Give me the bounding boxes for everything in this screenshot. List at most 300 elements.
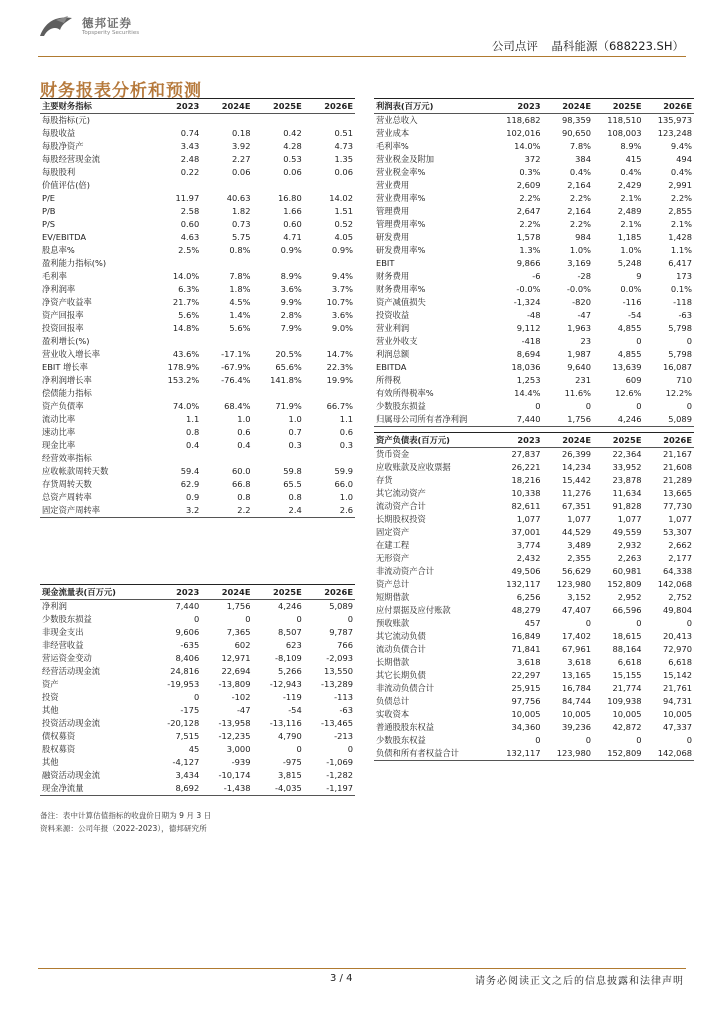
cell-value: 40.63 <box>226 193 251 203</box>
cell-value: 4.5% <box>229 297 251 307</box>
row-label: 长期股权投资 <box>376 514 426 524</box>
table-row <box>374 448 694 462</box>
cell-value: 0 <box>585 735 591 745</box>
column-header: 2026E <box>644 99 695 114</box>
cell-value: 141.8% <box>270 375 302 385</box>
cell-value: 53,307 <box>662 527 692 537</box>
table-row <box>40 348 355 361</box>
table-row <box>374 578 694 591</box>
cell-value: 2,662 <box>668 540 692 550</box>
row-label: 资产回报率 <box>42 310 84 320</box>
cell-value: 10,005 <box>612 709 642 719</box>
cell-value: -13,116 <box>269 718 302 728</box>
note-source: 资料来源：公司年报（2022-2023），德邦研究所 <box>40 824 207 833</box>
table-row <box>374 682 694 695</box>
cell-value: -67.9% <box>221 362 251 372</box>
row-label: 在建工程 <box>376 540 410 550</box>
cell-value: 16.80 <box>277 193 302 203</box>
cell-value: 0.9% <box>331 245 353 255</box>
cell-value: 64,338 <box>662 566 692 576</box>
cell-value: -17.1% <box>221 349 251 359</box>
row-label: 管理费用 <box>376 206 410 216</box>
table-row <box>40 244 355 257</box>
table-row <box>40 270 355 283</box>
cell-value: 0.51 <box>334 128 353 138</box>
row-label: 营业税金及附加 <box>376 154 435 164</box>
cell-value: 0 <box>686 336 692 346</box>
row-label: 每股净资产 <box>42 141 84 151</box>
page-number: 3 / 4 <box>330 973 353 984</box>
row-label: 营业费用 <box>376 180 410 190</box>
table-row <box>374 361 694 374</box>
row-label: 营业外收支 <box>376 336 418 346</box>
cell-value: 4,790 <box>277 731 302 741</box>
row-label: 其它流动负债 <box>376 631 426 641</box>
cell-value <box>150 114 201 128</box>
cell-value: -1,324 <box>513 297 541 307</box>
table-row <box>40 361 355 374</box>
row-label: 净资产收益率 <box>42 297 92 307</box>
table-row <box>374 309 694 322</box>
row-label: 经营活动现金流 <box>42 666 101 676</box>
table-row <box>374 374 694 387</box>
cell-value: 4,246 <box>277 601 302 611</box>
row-label: 盈利能力指标(%) <box>42 258 107 268</box>
cell-value <box>201 387 252 400</box>
cell-value: 2,855 <box>668 206 692 216</box>
table-row <box>374 539 694 552</box>
row-label: 资产负债率 <box>42 401 84 411</box>
cell-value: 17,402 <box>561 631 591 641</box>
cell-value: 37,001 <box>511 527 541 537</box>
cell-value: 5,798 <box>668 349 692 359</box>
cell-value: 609 <box>625 375 642 385</box>
row-label: 投资回报率 <box>42 323 84 333</box>
row-label: 普通股股东权益 <box>376 722 435 732</box>
cell-value: 3,169 <box>567 258 591 268</box>
cell-value: -4,035 <box>253 782 304 796</box>
table-row <box>40 782 355 796</box>
cell-value: 123,980 <box>543 747 594 761</box>
table-row <box>40 192 355 205</box>
cell-value: 0.52 <box>334 219 353 229</box>
cell-value: 2.27 <box>232 154 251 164</box>
cell-value: 1.66 <box>283 206 302 216</box>
cell-value: 10,005 <box>662 709 692 719</box>
cell-value: 13,165 <box>561 670 591 680</box>
table-row <box>40 769 355 782</box>
row-label: 应付票据及应付账款 <box>376 605 451 615</box>
cell-value: 1,077 <box>567 514 591 524</box>
cell-value: -102 <box>231 692 251 702</box>
note-close-date: 备注：表中计算估值指标的收盘价日期为 9 月 3 日 <box>40 811 212 820</box>
cell-value: 97,756 <box>511 696 541 706</box>
row-label: 研发费用率% <box>376 245 426 255</box>
cell-value: 4.28 <box>283 141 302 151</box>
cell-value: 21,608 <box>662 462 692 472</box>
column-header: 2026E <box>304 99 355 114</box>
cell-value: 24,816 <box>170 666 200 676</box>
cell-value: 0.60 <box>283 219 302 229</box>
cell-value: 3,618 <box>516 657 541 667</box>
cell-value: 21,774 <box>612 683 642 693</box>
cell-value: 2,952 <box>617 592 642 602</box>
table-row <box>40 678 355 691</box>
table-row <box>40 665 355 678</box>
table-title: 主要财务指标 <box>40 99 150 114</box>
row-label: 现金净流量 <box>40 782 150 796</box>
cell-value: 66.7% <box>326 401 353 411</box>
cell-value: 1,756 <box>543 413 594 427</box>
cell-value: -1,282 <box>326 770 353 780</box>
cell-value: 0.8% <box>229 245 251 255</box>
cell-value: 18,216 <box>511 475 541 485</box>
cell-value: 84,744 <box>561 696 591 706</box>
column-header: 2023 <box>492 99 543 114</box>
row-label: 流动负债合计 <box>376 644 426 654</box>
table-row <box>374 604 694 617</box>
cell-value: 2,177 <box>668 553 692 563</box>
table-row <box>40 426 355 439</box>
cell-value: 9,866 <box>516 258 541 268</box>
cell-value: -47 <box>577 310 591 320</box>
cell-value: 2,932 <box>617 540 642 550</box>
cell-value: 33,952 <box>612 462 642 472</box>
cell-value: 3,000 <box>226 744 251 754</box>
cell-value: 2,164 <box>567 180 591 190</box>
cell-value: 3.92 <box>232 141 251 151</box>
column-header: 2025E <box>593 99 644 114</box>
row-label: 营运资金变动 <box>42 653 92 663</box>
cell-value: 14.7% <box>326 349 353 359</box>
cell-value: 15,142 <box>662 670 692 680</box>
table-row <box>40 374 355 387</box>
cell-value: 22.3% <box>326 362 353 372</box>
row-label: 管理费用率% <box>376 219 426 229</box>
cell-value: 7,440 <box>175 601 200 611</box>
row-label: 流动比率 <box>42 414 76 424</box>
cell-value: 62.9 <box>180 479 200 489</box>
cell-value: 3,815 <box>277 770 302 780</box>
cell-value: 39,236 <box>561 722 591 732</box>
cell-value: -635 <box>180 640 200 650</box>
table-row <box>40 387 355 400</box>
cell-value: 0.4% <box>670 167 692 177</box>
table-row <box>40 296 355 309</box>
cell-value: 2.2 <box>201 504 252 518</box>
table-row <box>40 504 355 518</box>
cell-value: -48 <box>526 310 541 320</box>
table-row <box>374 400 694 413</box>
table-row <box>374 591 694 604</box>
cell-value: 1,077 <box>617 514 642 524</box>
row-label: 应收账款及应收票据 <box>376 462 451 472</box>
cell-value: 710 <box>676 375 692 385</box>
cell-value: 11.6% <box>564 388 591 398</box>
cell-value: 5,798 <box>668 323 692 333</box>
cell-value: 457 <box>524 618 541 628</box>
cell-value: 66,596 <box>612 605 642 615</box>
cell-value: 9,640 <box>567 362 591 372</box>
cell-value: 0.06 <box>283 167 302 177</box>
column-header: 2025E <box>253 99 304 114</box>
cell-value: -13,289 <box>320 679 353 689</box>
cell-value: -76.4% <box>221 375 251 385</box>
cell-value: 21,761 <box>662 683 692 693</box>
cell-value: 11.97 <box>175 193 200 203</box>
cell-value: 14.8% <box>172 323 200 333</box>
cell-value: 2.2% <box>519 193 541 203</box>
cell-value: 0.4 <box>186 440 200 450</box>
cell-value <box>253 257 304 270</box>
cell-value: 67,961 <box>561 644 591 654</box>
cell-value: -19,953 <box>167 679 200 689</box>
row-label: 固定资产 <box>376 527 410 537</box>
cell-value <box>253 114 304 128</box>
column-header: 2023 <box>150 99 201 114</box>
cell-value: 2,432 <box>516 553 541 563</box>
cell-value: 9,787 <box>329 627 353 637</box>
row-label: 负债总计 <box>376 696 410 706</box>
table-row <box>374 630 694 643</box>
cell-value: 173 <box>676 271 692 281</box>
cell-value: 4.71 <box>283 232 302 242</box>
table-row <box>374 114 694 128</box>
cell-value: 1,756 <box>226 601 251 611</box>
row-label: 研发费用 <box>376 232 410 242</box>
cell-value: -13,809 <box>218 679 251 689</box>
table-row <box>374 179 694 192</box>
cell-value: 5.6% <box>229 323 251 333</box>
table-row <box>374 218 694 231</box>
column-header: 2024E <box>543 433 594 448</box>
cell-value: -1,438 <box>201 782 252 796</box>
cell-value: 8.9% <box>620 141 642 151</box>
table-row <box>374 617 694 630</box>
cell-value: 0 <box>585 618 591 628</box>
row-label: 营业费用率% <box>376 193 426 203</box>
cashflow-table <box>40 584 355 796</box>
cell-value: 2,647 <box>516 206 541 216</box>
cell-value: 0.8 <box>237 492 251 502</box>
table-row <box>40 153 355 166</box>
cell-value: 26,221 <box>511 462 541 472</box>
income-statement-table <box>374 98 694 427</box>
column-header: 2026E <box>304 585 355 600</box>
row-label: 少数股东损益 <box>376 401 426 411</box>
cell-value: 4.63 <box>180 232 200 242</box>
row-label: 预收账款 <box>376 618 410 628</box>
table-row <box>374 747 694 761</box>
cell-value: 984 <box>575 232 591 242</box>
row-label: 净利润率 <box>42 284 76 294</box>
cell-value: -213 <box>334 731 353 741</box>
cell-value: 3.2 <box>150 504 201 518</box>
cell-value: 4,855 <box>617 323 642 333</box>
cell-value: 48,279 <box>511 605 541 615</box>
cell-value: 0 <box>636 618 642 628</box>
cell-value: 0 <box>585 401 591 411</box>
cell-value: 90,650 <box>561 128 591 138</box>
cell-value: 0.3% <box>519 167 541 177</box>
row-label: 归属母公司所有者净利润 <box>374 413 492 427</box>
cell-value: 3,434 <box>175 770 200 780</box>
cell-value: 4.73 <box>334 141 353 151</box>
cell-value: 0.0% <box>620 284 642 294</box>
cell-value <box>150 452 201 465</box>
report-header <box>482 38 684 54</box>
row-label: 毛利率% <box>376 141 409 151</box>
row-label: 存货周转天数 <box>42 479 92 489</box>
cell-value: 12,971 <box>221 653 251 663</box>
row-label: EV/EBITDA <box>42 232 87 242</box>
column-header: 2024E <box>201 585 252 600</box>
cell-value: 415 <box>625 154 642 164</box>
stock-name: 晶科能源（688223.SH） <box>551 39 684 53</box>
table-row <box>40 257 355 270</box>
cell-value: 623 <box>285 640 302 650</box>
cell-value: 3.7% <box>331 284 353 294</box>
cell-value: 2.48 <box>180 154 200 164</box>
row-label: EBITDA <box>376 362 407 372</box>
cell-value: -8,109 <box>275 653 302 663</box>
cell-value: 5.75 <box>232 232 251 242</box>
logo-icon <box>38 14 76 40</box>
table-row <box>40 231 355 244</box>
cell-value: 2,752 <box>668 592 692 602</box>
cell-value: -175 <box>180 705 200 715</box>
cell-value: 91,828 <box>612 501 642 511</box>
cell-value: 74.0% <box>172 401 200 411</box>
cell-value: 1.1 <box>339 414 353 424</box>
cell-value: 98,359 <box>561 115 591 125</box>
cell-value: 0.8 <box>288 492 302 502</box>
cell-value: 0.8 <box>186 427 200 437</box>
column-header: 2023 <box>150 585 201 600</box>
cell-value: 56,629 <box>561 566 591 576</box>
cell-value: 0 <box>535 735 541 745</box>
cell-value: 71.9% <box>275 401 302 411</box>
cell-value: 1.3% <box>519 245 541 255</box>
cell-value: 5,089 <box>329 601 353 611</box>
cell-value: 34,360 <box>511 722 541 732</box>
cell-value: 3.43 <box>180 141 200 151</box>
table-header-row <box>374 433 694 448</box>
balance-sheet-table <box>374 432 694 761</box>
row-label: 实收资本 <box>376 709 410 719</box>
cell-value <box>150 335 201 348</box>
table-row <box>374 474 694 487</box>
table-row <box>374 669 694 682</box>
cell-value: 3,489 <box>567 540 591 550</box>
table-row <box>40 639 355 652</box>
row-label: 净利润增长率 <box>42 375 92 385</box>
cell-value: -939 <box>231 757 251 767</box>
row-label: 毛利率 <box>42 271 67 281</box>
cell-value: 9.0% <box>331 323 353 333</box>
cell-value: -12,235 <box>218 731 251 741</box>
row-label: 其他 <box>42 705 59 715</box>
cell-value: 0 <box>296 614 302 624</box>
cell-value: 49,804 <box>662 605 692 615</box>
cell-value: 152,809 <box>607 579 642 589</box>
cell-value: 7,365 <box>226 627 251 637</box>
row-label: P/S <box>42 219 56 229</box>
row-label: 价值评估(倍) <box>42 180 90 190</box>
cell-value: 2.1% <box>670 219 692 229</box>
table-row <box>374 140 694 153</box>
cell-value: -10,174 <box>218 770 251 780</box>
cell-value: 5,089 <box>644 413 695 427</box>
cell-value: 1,987 <box>567 349 591 359</box>
cell-value <box>201 114 252 128</box>
cell-value <box>304 179 355 192</box>
row-label: 资产减值损失 <box>376 297 426 307</box>
row-label: 盈利增长(%) <box>42 336 90 346</box>
footer-disclaimer: 请务必阅读正文之后的信息披露和法律声明 <box>475 976 684 987</box>
table-header-row <box>40 99 355 114</box>
cell-value: -12,943 <box>269 679 302 689</box>
table-row <box>374 500 694 513</box>
cell-value: -118 <box>673 297 692 307</box>
cell-value: 49,506 <box>511 566 541 576</box>
cell-value: 142,068 <box>644 747 695 761</box>
table-row <box>40 704 355 717</box>
table-row <box>40 743 355 756</box>
row-label: 利润总额 <box>376 349 410 359</box>
row-label: 营业收入增长率 <box>42 349 101 359</box>
table-row <box>374 283 694 296</box>
row-label: 非流动负债合计 <box>376 683 435 693</box>
cell-value: 0.9% <box>280 245 302 255</box>
cell-value: 6,256 <box>516 592 541 602</box>
table-row <box>40 166 355 179</box>
cell-value: 12.2% <box>665 388 692 398</box>
cell-value: 2,263 <box>617 553 642 563</box>
row-label: 现金比率 <box>42 440 76 450</box>
cell-value: 94,731 <box>662 696 692 706</box>
row-label: 债权募资 <box>42 731 76 741</box>
cell-value: 45 <box>188 744 200 754</box>
table-row <box>374 205 694 218</box>
cell-value: 42,872 <box>612 722 642 732</box>
cell-value: 15,155 <box>612 670 642 680</box>
cell-value: 18,615 <box>612 631 642 641</box>
cell-value: 49,559 <box>612 527 642 537</box>
cell-value: 23,878 <box>612 475 642 485</box>
row-label: P/B <box>42 206 56 216</box>
cell-value: 2,609 <box>516 180 541 190</box>
cell-value: -119 <box>282 692 302 702</box>
cell-value: 1,077 <box>668 514 692 524</box>
cell-value: 1.4% <box>229 310 251 320</box>
cell-value: 0.4 <box>237 440 251 450</box>
cell-value: 2.4 <box>253 504 304 518</box>
cell-value: 21.7% <box>172 297 200 307</box>
cell-value: 0.74 <box>180 128 200 138</box>
cell-value <box>201 335 252 348</box>
table-row <box>40 756 355 769</box>
cell-value <box>150 257 201 270</box>
cell-value: 14,234 <box>561 462 591 472</box>
table-row <box>374 734 694 747</box>
table-row <box>374 526 694 539</box>
cell-value: -1,197 <box>304 782 355 796</box>
table-row <box>40 218 355 231</box>
cell-value: 0.9 <box>186 492 200 502</box>
table-row <box>374 231 694 244</box>
cell-value <box>201 452 252 465</box>
